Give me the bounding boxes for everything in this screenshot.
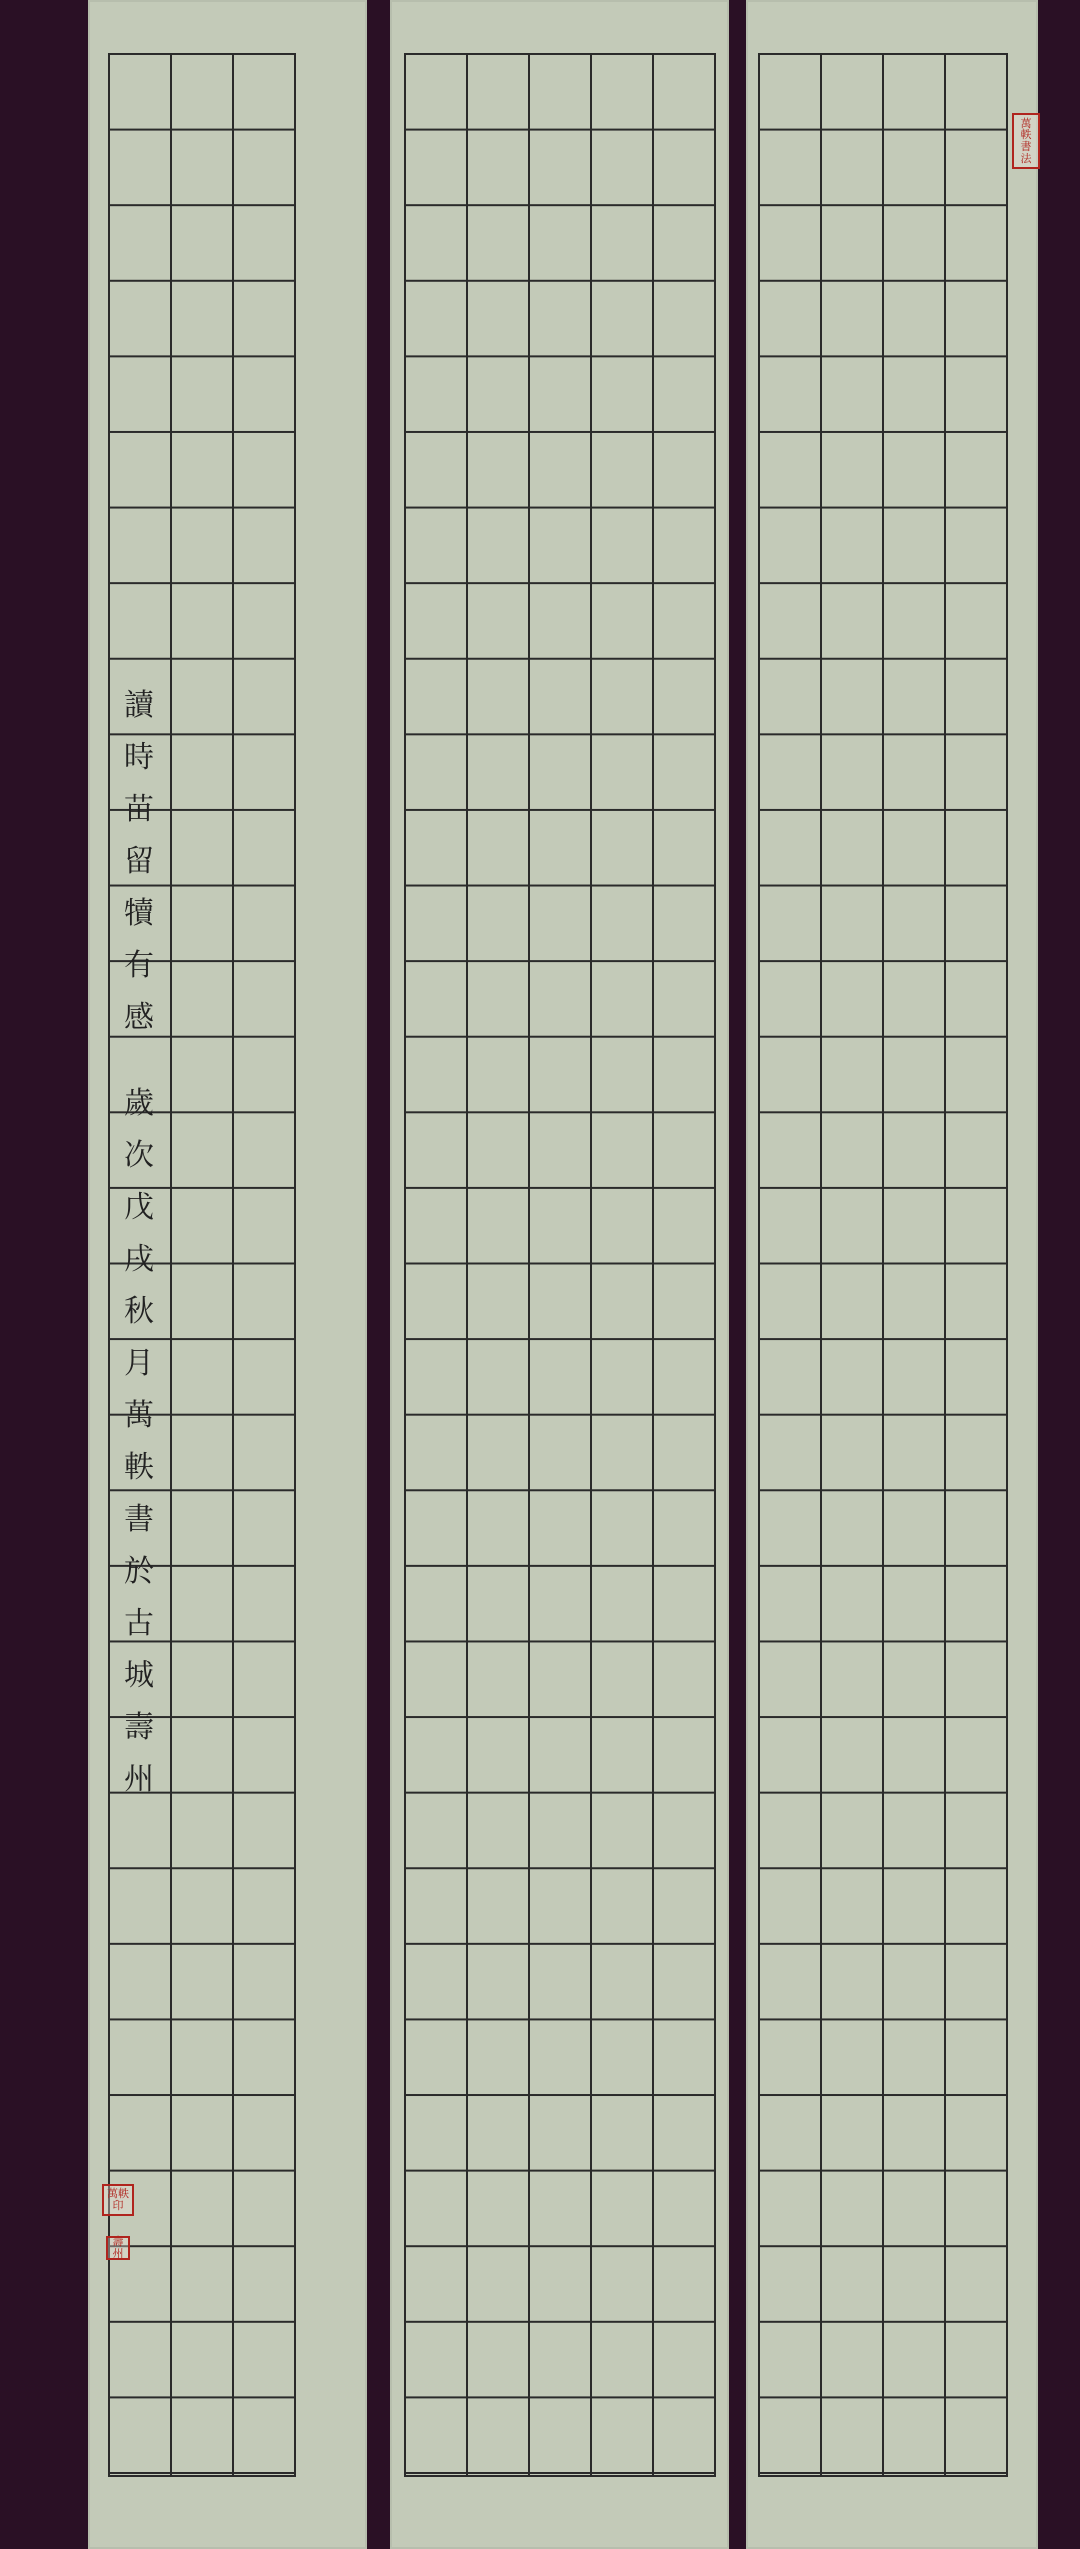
top-right-seal: 萬軼書法 bbox=[1012, 113, 1040, 169]
signature-character: 戌 bbox=[124, 1242, 154, 1277]
signature-inscription bbox=[108, 680, 170, 1806]
signature-character: 讀 bbox=[124, 688, 154, 723]
middle-scroll-panel bbox=[390, 0, 729, 2549]
middle-character-grid bbox=[404, 53, 716, 2477]
signature-character: 書 bbox=[124, 1502, 154, 1537]
signature-character: 犢 bbox=[124, 896, 154, 931]
signature-character: 留 bbox=[124, 844, 154, 879]
signature-character: 感 bbox=[124, 1000, 154, 1035]
signature-character: 有 bbox=[124, 948, 154, 983]
signature-seal-2: 壽州 bbox=[106, 2236, 130, 2260]
signature-character: 壽 bbox=[124, 1710, 154, 1745]
right-character-grid bbox=[758, 53, 1008, 2477]
signature-character: 於 bbox=[124, 1554, 154, 1589]
signature-character: 軼 bbox=[124, 1450, 154, 1485]
right-scroll-panel bbox=[746, 0, 1038, 2549]
signature-character: 州 bbox=[124, 1762, 154, 1797]
signature-character: 月 bbox=[124, 1346, 154, 1381]
signature-character: 萬 bbox=[124, 1398, 154, 1433]
signature-character: 次 bbox=[124, 1138, 154, 1173]
signature-character: 時 bbox=[124, 740, 154, 775]
signature-character: 城 bbox=[124, 1658, 154, 1693]
signature-character: 苗 bbox=[124, 792, 154, 827]
signature-character: 秋 bbox=[124, 1294, 154, 1329]
signature-seal-1: 萬軼印 bbox=[102, 2184, 134, 2216]
signature-character: 歲 bbox=[124, 1086, 154, 1121]
left-scroll-panel bbox=[88, 0, 367, 2549]
signature-character: 古 bbox=[124, 1606, 154, 1641]
signature-character: 戊 bbox=[124, 1190, 154, 1225]
